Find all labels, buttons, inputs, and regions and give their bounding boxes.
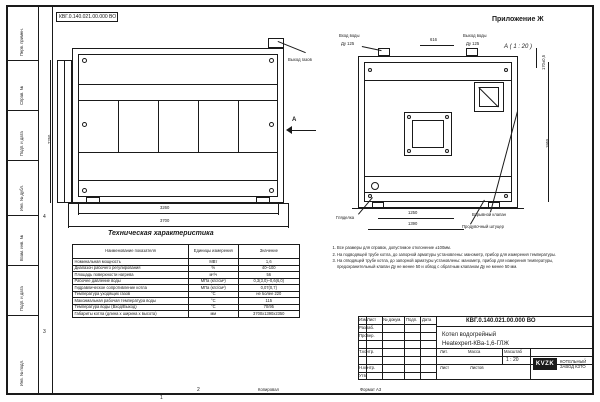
side-band-bottom: [364, 192, 512, 193]
spec-header-2: Значение: [238, 245, 299, 259]
front-dim-3700: 3700: [160, 218, 170, 223]
spec-header-0: Наименование показателя: [73, 245, 189, 259]
tb-mass-label: Масса: [468, 349, 481, 354]
tb-col-list: Лист: [367, 317, 377, 322]
margin-div-6: [6, 315, 38, 316]
front-dim-3700-line: [68, 226, 288, 227]
side-flange-bolt-tl: [407, 115, 411, 119]
spec-cell-name: Температура воды (Вход/Выход): [73, 304, 189, 311]
spec-cell-value: 56: [238, 272, 299, 279]
spec-cell-name: Температура уходящих газов: [73, 291, 189, 298]
left-column-divider-2: [52, 5, 53, 395]
side-flange-bolt-tr: [445, 115, 449, 119]
tb-right-h1: [436, 326, 594, 327]
margin-label-0: Перв. примен.: [19, 28, 24, 56]
front-bolt-ml: [82, 122, 87, 127]
front-rib-2: [158, 100, 159, 152]
side-peephole-label: Гляделка: [336, 215, 355, 220]
side-flange-inner: [412, 120, 444, 148]
front-dim-ext-r2: [288, 203, 289, 228]
appendix-label: Приложение Ж: [492, 16, 544, 23]
spec-cell-unit: °С: [189, 298, 239, 305]
tb-col-data: Дата: [422, 317, 432, 322]
front-band-1: [78, 84, 278, 85]
spec-cell-value: 115: [238, 298, 299, 305]
front-rib-1: [118, 100, 119, 152]
tb-sheet-label: Лист: [440, 365, 450, 370]
side-peephole-circle: [371, 182, 379, 190]
spec-cell-unit: МПа (кгс/см²): [189, 285, 239, 292]
side-dim-1250-line: [378, 218, 454, 219]
side-support-left: [372, 202, 384, 208]
margin-div-3: [6, 160, 38, 161]
margin-div-2: [6, 110, 38, 111]
tb-h4: [358, 356, 436, 357]
side-band-top: [364, 80, 512, 81]
spec-row: [73, 311, 300, 318]
side-dim-616-line: [420, 45, 454, 46]
front-base-line: [68, 203, 288, 204]
corner-number-bottom: 2: [197, 387, 200, 393]
copy-label: Копировал: [258, 387, 279, 392]
spec-cell-name: Рабочее давление воды: [73, 278, 189, 285]
front-bolt-mr: [269, 122, 274, 127]
margin-div-4: [6, 215, 38, 216]
spec-cell-value: не более 220: [238, 291, 299, 298]
side-band-mid: [364, 176, 512, 177]
tb-model: Heatexpert-КВа-1,6-ГЛЖ: [442, 341, 509, 347]
tb-row-nkontr: Н.контр.: [359, 365, 376, 370]
tb-col-izm: Изм.: [359, 317, 368, 322]
spec-title: Техническая характеристика: [108, 230, 214, 237]
side-explosion-valve-label: Взрывной клапан: [472, 212, 506, 217]
front-bolt-br: [269, 188, 274, 193]
front-rib-4: [238, 100, 239, 152]
tb-drawing-number: КВГ.0.140.021.00.000 ВО: [466, 318, 536, 324]
spec-header-1: Единицы измерения: [189, 245, 239, 259]
side-water-in-dn: Ду 125: [341, 41, 355, 46]
tb-product-name: Котел водогрейный: [442, 332, 497, 338]
side-dim-1250: 1250: [408, 210, 418, 215]
edge-number-left-4: 4: [43, 214, 46, 220]
front-view-inner-body: [78, 54, 278, 197]
margin-label-4: Взам. инв. №: [19, 235, 24, 261]
corner-number-top-left: 1: [160, 395, 163, 401]
side-bolt-1: [368, 68, 372, 72]
front-dim-ext-r1: [278, 203, 279, 215]
side-dim-616: 616: [430, 37, 437, 42]
tb-col-doc: № докум.: [383, 317, 402, 322]
spec-cell-unit: %: [189, 265, 239, 272]
tb-col-podp: Подп.: [406, 317, 418, 322]
spec-header-row: [73, 245, 300, 259]
spec-cell-value: 3700х1390х2350: [238, 311, 299, 318]
spec-cell-name: Площадь поверхности нагрева: [73, 272, 189, 279]
side-bolt-4: [504, 194, 508, 198]
front-dim-3260-line: [78, 213, 278, 214]
spec-cell-value: 0,07(0,7): [238, 285, 299, 292]
spec-cell-unit: мм: [189, 311, 239, 318]
format-label: Формат А3: [360, 387, 382, 392]
side-base-line: [352, 208, 524, 209]
spec-cell-unit: °С: [189, 304, 239, 311]
front-dim-3260: 3260: [160, 205, 170, 210]
note-item: 2. На подводящей трубе котла, до запорной арматуры установлены: манометр, прибор для измерения температуры.: [337, 252, 580, 258]
front-band-4: [78, 180, 278, 181]
front-left-stack-inner: [64, 60, 65, 203]
front-support-right: [256, 197, 270, 203]
tb-scale-label: Масштаб: [504, 349, 522, 354]
side-dim-v-right-1: [536, 48, 537, 68]
front-bolt-tl: [82, 58, 87, 63]
spec-cell-value: 40–100: [238, 265, 299, 272]
margin-div-5: [6, 265, 38, 266]
tb-h6: [358, 372, 436, 373]
side-flange-bolt-bl: [407, 149, 411, 153]
front-band-2: [78, 100, 278, 101]
front-gas-outlet-label: Выход газов: [288, 57, 312, 62]
tb-h2: [358, 340, 436, 341]
section-arrow-label-a: А: [292, 117, 297, 123]
front-dim-height: 2250: [47, 134, 52, 144]
spec-cell-value: 0,3(3,0)–0,6(6,0): [238, 278, 299, 285]
margin-label-5: Подп. и дата: [19, 286, 24, 311]
side-drain-label: Продувочный штуцер: [462, 224, 504, 229]
section-arrow-head: [286, 126, 292, 134]
front-support-left: [86, 197, 100, 203]
side-bolt-2: [504, 68, 508, 72]
spec-cell-name: Максимальная рабочая температура воды: [73, 298, 189, 305]
spec-cell-name: Номинальная мощность: [73, 259, 189, 266]
section-arrow-line: [290, 130, 316, 131]
margin-label-2: Подп. и дата: [19, 131, 24, 156]
spec-cell-value: 70/95: [238, 304, 299, 311]
tb-right-v2: [502, 348, 503, 364]
spec-cell-unit: м²/ч: [189, 272, 239, 279]
side-dim-1955: 1955: [545, 138, 550, 148]
front-rib-3: [198, 100, 199, 152]
front-dim-ext-l2: [68, 203, 69, 228]
margin-div-1: [6, 60, 38, 61]
side-dim-170: 170±0,5: [541, 54, 546, 70]
front-band-3: [78, 152, 278, 153]
front-bolt-tr: [269, 58, 274, 63]
side-water-out-label: Выход воды: [463, 33, 487, 38]
company-name: КОТЕЛЬНЫЙ ЗАВОД КЗТО: [560, 359, 587, 369]
spec-cell-unit: МВт: [189, 259, 239, 266]
left-column-divider: [38, 5, 39, 395]
spec-cell-name: Габариты котла (длина х ширина х высота): [73, 311, 189, 318]
margin-label-6: Инв. № подл.: [19, 359, 24, 386]
edge-number-left-3: 3: [43, 329, 46, 335]
company-logo-mark: KVZK: [533, 358, 557, 370]
margin-label-3: Инв. № дубл.: [19, 185, 24, 211]
note-item: 1. Все размеры для справок, допустимое отклонение ±100мм.: [337, 245, 580, 251]
tb-scale-value: 1 : 20: [506, 357, 519, 363]
side-bolt-3: [368, 194, 372, 198]
drawing-number-vertical: КВГ.0.140.021.00.000 ВО: [59, 14, 117, 20]
spec-table: [72, 244, 300, 318]
tb-lit-label: Лит.: [440, 349, 448, 354]
section-scale-label: А ( 1 : 20 ): [504, 44, 533, 50]
tb-row-tkontr: Т.контр.: [359, 349, 375, 354]
front-dim-ext-l1: [78, 203, 79, 215]
spec-cell-unit: МПа (кгс/см²): [189, 278, 239, 285]
spec-cell-unit: °С: [189, 291, 239, 298]
note-item: 3. На отводящей трубе котла, до запорной арматуры установлены: манометр, прибор для измерения температуры, предохранительный клапан Ду не менее 50 и обвод с обратным клапаном Ду не менее 50 мм.: [337, 258, 580, 269]
side-dim-1390-line: [368, 229, 464, 230]
side-dim-1390: 1390: [408, 221, 418, 226]
tb-sheets-label: Листов: [470, 365, 484, 370]
spec-cell-value: 1,6: [238, 259, 299, 266]
tb-row-razrab: Разраб.: [359, 325, 375, 330]
front-bolt-bl: [82, 188, 87, 193]
notes-block: [330, 245, 580, 271]
spec-cell-name: Гидравлическое сопротивление котла: [73, 285, 189, 292]
tb-row-utv: Утв.: [359, 373, 367, 378]
tb-row-prover: Провер.: [359, 333, 375, 338]
side-water-out-nozzle: [466, 48, 478, 56]
side-flange-bolt-br: [445, 149, 449, 153]
side-water-out-dn: Ду 125: [466, 41, 480, 46]
side-support-right: [488, 202, 500, 208]
spec-cell-name: Диапазон рабочего регулирования: [73, 265, 189, 272]
margin-label-1: Справ. №: [19, 86, 24, 105]
side-water-in-label: Вход воды: [339, 33, 360, 38]
